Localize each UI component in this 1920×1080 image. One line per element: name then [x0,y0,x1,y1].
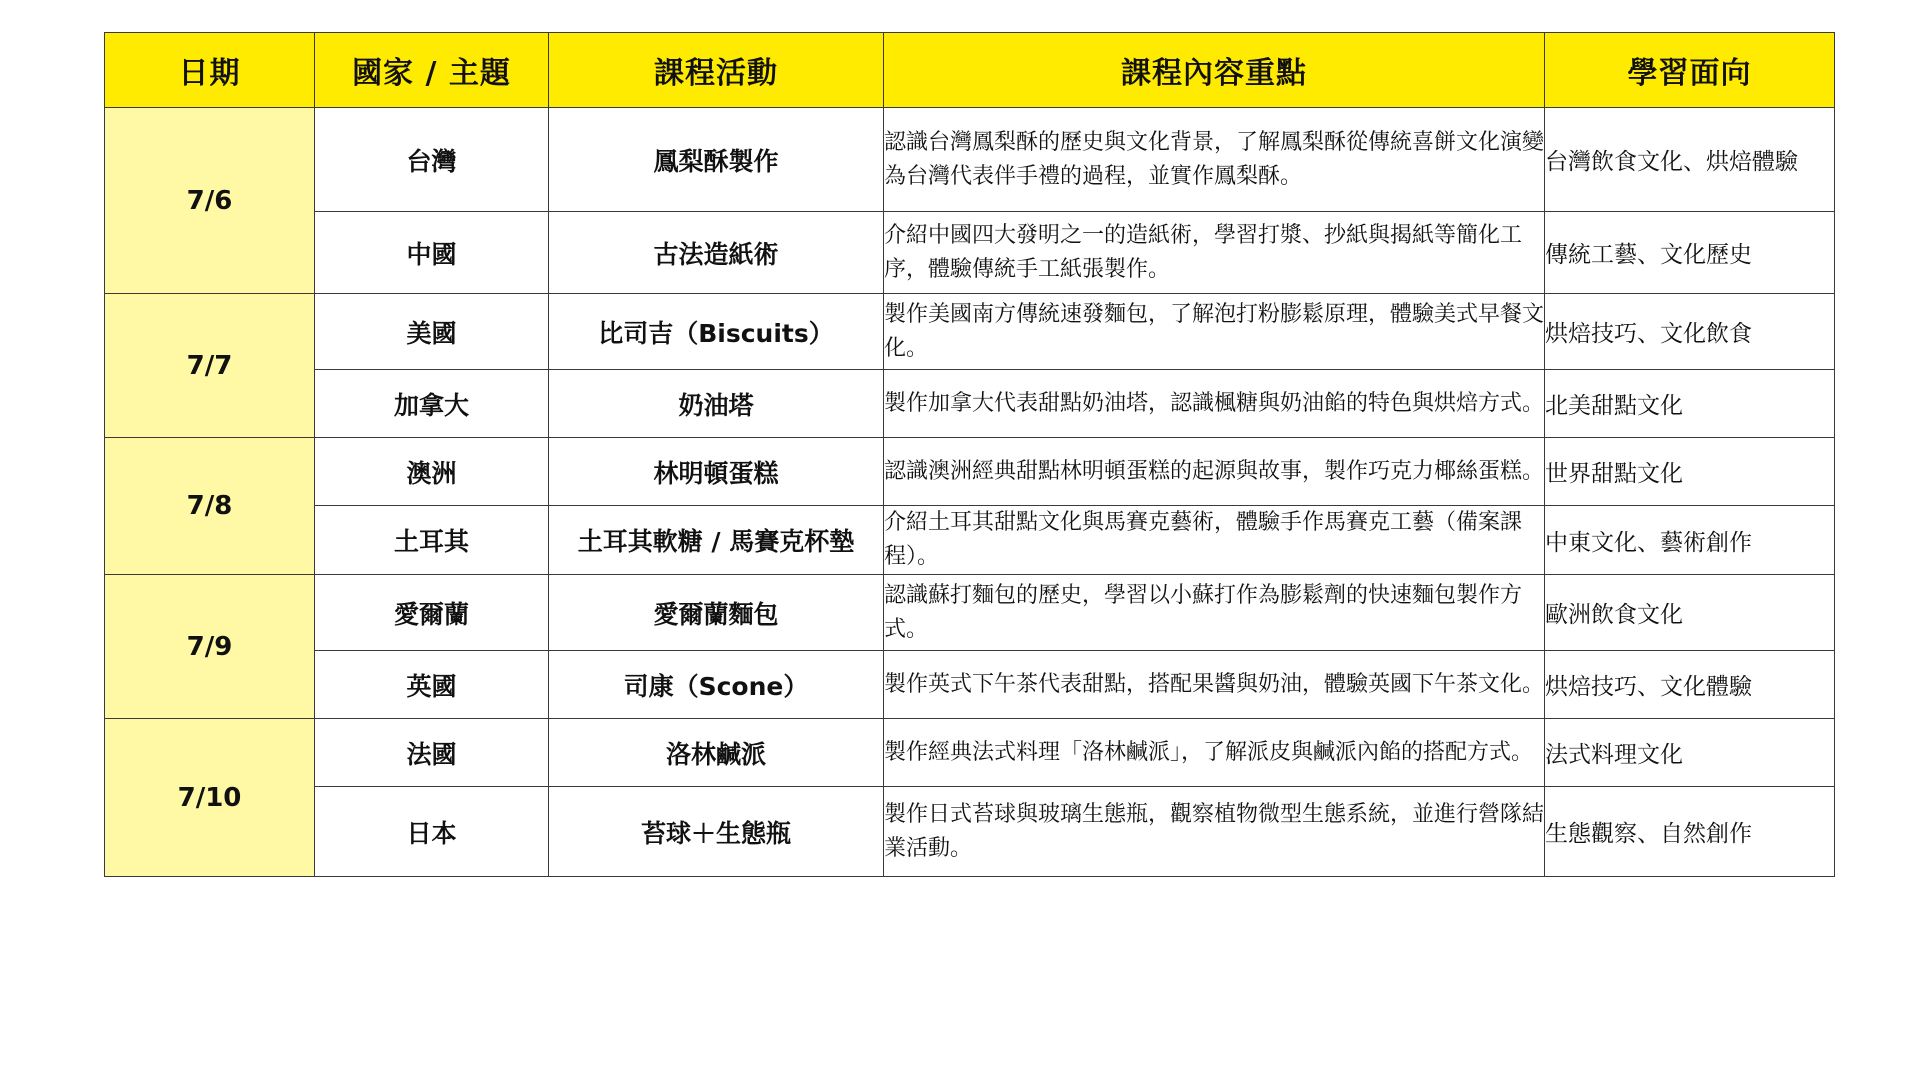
table-row [105,438,1835,506]
date-cell: 7/7 [105,294,315,438]
content-cell: 製作日式苔球與玻璃生態瓶，觀察植物微型生態系統，並進行營隊結業活動。 [884,787,1545,877]
date-cell: 7/10 [105,719,315,877]
country-cell: 美國 [315,294,549,370]
country-cell: 澳洲 [315,438,549,506]
activity-cell: 比司吉（Biscuits） [549,294,884,370]
aspect-cell: 生態觀察、自然創作 [1545,787,1835,877]
country-cell: 法國 [315,719,549,787]
activity-cell: 林明頓蛋糕 [549,438,884,506]
activity-cell: 苔球＋生態瓶 [549,787,884,877]
activity-cell: 古法造紙術 [549,212,884,294]
country-cell: 中國 [315,212,549,294]
aspect-cell: 烘焙技巧、文化體驗 [1545,651,1835,719]
aspect-cell: 台灣飲食文化、烘焙體驗 [1545,108,1835,212]
aspect-cell: 烘焙技巧、文化飲食 [1545,294,1835,370]
country-cell: 台灣 [315,108,549,212]
country-cell: 英國 [315,651,549,719]
activity-cell: 洛林鹹派 [549,719,884,787]
header-country-theme: 國家 / 主題 [315,33,549,108]
activity-cell: 奶油塔 [549,370,884,438]
table-row [105,108,1835,212]
table-row [105,651,1835,719]
header-date: 日期 [105,33,315,108]
table-row [105,370,1835,438]
course-schedule-table [104,32,1835,877]
content-cell: 製作加拿大代表甜點奶油塔，認識楓糖與奶油餡的特色與烘焙方式。 [884,370,1545,438]
header-content: 課程內容重點 [884,33,1545,108]
table-row [105,212,1835,294]
country-cell: 土耳其 [315,506,549,575]
content-cell: 介紹中國四大發明之一的造紙術，學習打漿、抄紙與揭紙等簡化工序，體驗傳統手工紙張製作。 [884,212,1545,294]
table-row [105,294,1835,370]
activity-cell: 土耳其軟糖 / 馬賽克杯墊 [549,506,884,575]
content-cell: 介紹土耳其甜點文化與馬賽克藝術，體驗手作馬賽克工藝（備案課程）。 [884,506,1545,575]
activity-cell: 司康（Scone） [549,651,884,719]
table-row [105,787,1835,877]
aspect-cell: 中東文化、藝術創作 [1545,506,1835,575]
aspect-cell: 北美甜點文化 [1545,370,1835,438]
content-cell: 製作經典法式料理「洛林鹹派」，了解派皮與鹹派內餡的搭配方式。 [884,719,1545,787]
date-cell: 7/9 [105,575,315,719]
date-cell: 7/6 [105,108,315,294]
aspect-cell: 法式料理文化 [1545,719,1835,787]
content-cell: 認識蘇打麵包的歷史，學習以小蘇打作為膨鬆劑的快速麵包製作方式。 [884,575,1545,651]
activity-cell: 愛爾蘭麵包 [549,575,884,651]
country-cell: 愛爾蘭 [315,575,549,651]
header-row [105,33,1835,108]
table-row [105,506,1835,575]
country-cell: 加拿大 [315,370,549,438]
country-cell: 日本 [315,787,549,877]
aspect-cell: 歐洲飲食文化 [1545,575,1835,651]
content-cell: 製作美國南方傳統速發麵包，了解泡打粉膨鬆原理，體驗美式早餐文化。 [884,294,1545,370]
content-cell: 認識澳洲經典甜點林明頓蛋糕的起源與故事，製作巧克力椰絲蛋糕。 [884,438,1545,506]
header-learning-aspect: 學習面向 [1545,33,1835,108]
aspect-cell: 世界甜點文化 [1545,438,1835,506]
content-cell: 認識台灣鳳梨酥的歷史與文化背景，了解鳳梨酥從傳統喜餅文化演變為台灣代表伴手禮的過程，並實作鳳梨酥。 [884,108,1545,212]
table-row [105,719,1835,787]
table-row [105,575,1835,651]
schedule-sheet [104,32,1834,877]
activity-cell: 鳳梨酥製作 [549,108,884,212]
date-cell: 7/8 [105,438,315,575]
aspect-cell: 傳統工藝、文化歷史 [1545,212,1835,294]
header-activity: 課程活動 [549,33,884,108]
content-cell: 製作英式下午茶代表甜點，搭配果醬與奶油，體驗英國下午茶文化。 [884,651,1545,719]
